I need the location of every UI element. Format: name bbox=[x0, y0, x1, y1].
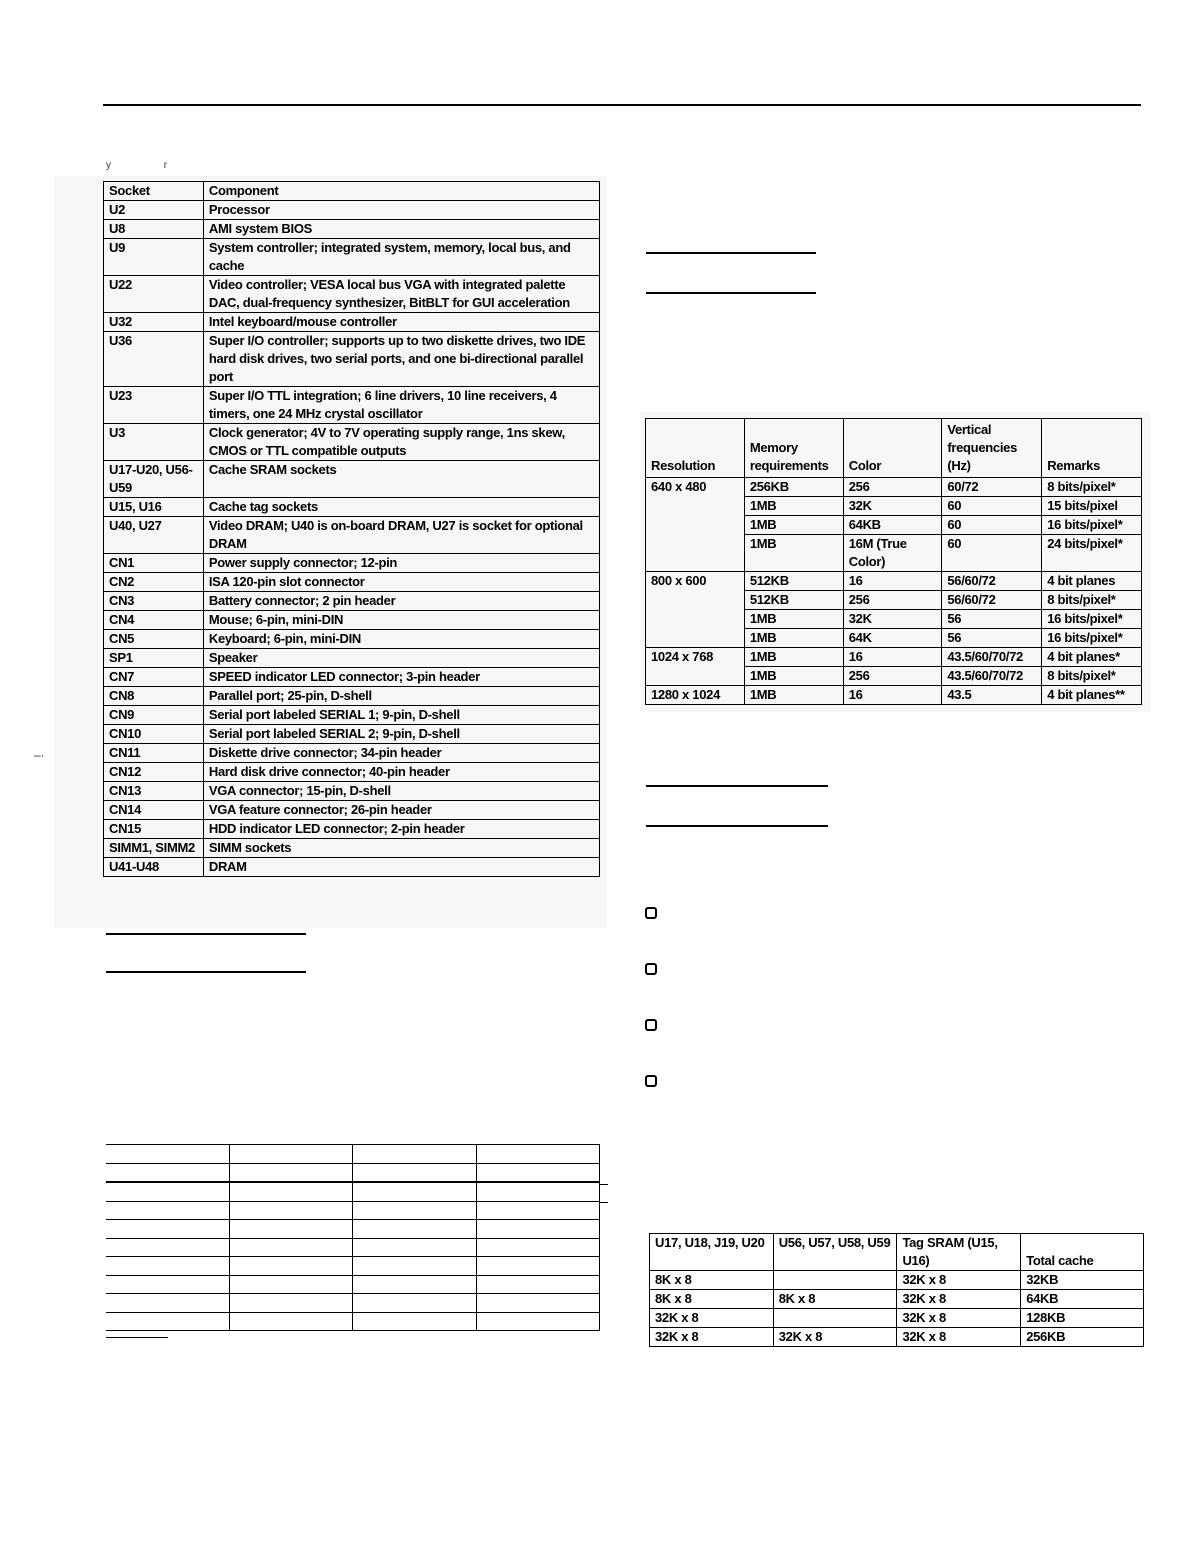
checkbox-bullet-icon bbox=[645, 1019, 657, 1031]
color-cell: 32K bbox=[843, 610, 942, 629]
blank-table-tick-2 bbox=[600, 1202, 608, 1203]
frequency-cell: 60 bbox=[942, 516, 1042, 535]
table-row bbox=[104, 276, 600, 313]
table-row bbox=[650, 1309, 1144, 1328]
table-row bbox=[646, 478, 1142, 497]
socket-cell: U40, U27 bbox=[104, 517, 204, 554]
blank-cell bbox=[476, 1294, 600, 1313]
remarks-cell: 4 bit planes* bbox=[1042, 648, 1142, 667]
table-row bbox=[104, 687, 600, 706]
table-row bbox=[104, 332, 600, 387]
memory-cell: 1MB bbox=[744, 497, 843, 516]
memory-cell: 1MB bbox=[744, 610, 843, 629]
resolution-cell: 1280 x 1024 bbox=[646, 686, 745, 705]
checkbox-bullet-icon bbox=[645, 963, 657, 975]
component-cell: Serial port labeled SERIAL 2; 9-pin, D-shell bbox=[203, 725, 599, 744]
table-row bbox=[106, 1220, 600, 1239]
color-cell: 256 bbox=[843, 591, 942, 610]
frequency-cell: 60 bbox=[942, 497, 1042, 516]
table-header-row bbox=[104, 182, 600, 201]
memory-cell: 1MB bbox=[744, 686, 843, 705]
table-row bbox=[104, 839, 600, 858]
table-row bbox=[104, 782, 600, 801]
blank-table-tick-1 bbox=[600, 1184, 608, 1185]
memory-cell: 256KB bbox=[744, 478, 843, 497]
column-header-memory: Memory requirements bbox=[744, 419, 843, 478]
table-row bbox=[104, 820, 600, 839]
table-row bbox=[104, 725, 600, 744]
table-header-row bbox=[646, 419, 1142, 478]
remarks-cell: 8 bits/pixel* bbox=[1042, 591, 1142, 610]
memory-cell: 512KB bbox=[744, 591, 843, 610]
blank-cell bbox=[106, 1294, 229, 1313]
blank-cell bbox=[229, 1201, 353, 1220]
table-row bbox=[104, 517, 600, 554]
component-cell: Video DRAM; U40 is on-board DRAM, U27 is socket for optional DRAM bbox=[203, 517, 599, 554]
right-rule-4 bbox=[646, 825, 828, 827]
column-header-socket: Socket bbox=[104, 182, 204, 201]
table-row bbox=[106, 1294, 600, 1313]
component-cell: VGA feature connector; 26-pin header bbox=[203, 801, 599, 820]
table-row bbox=[650, 1290, 1144, 1309]
remarks-cell: 15 bits/pixel bbox=[1042, 497, 1142, 516]
column-header-color: Color bbox=[843, 419, 942, 478]
table-row bbox=[104, 630, 600, 649]
frequency-cell: 56 bbox=[942, 610, 1042, 629]
blank-cell bbox=[476, 1201, 600, 1220]
table-row bbox=[106, 1163, 600, 1182]
component-cell: Processor bbox=[203, 201, 599, 220]
socket-cell: U8 bbox=[104, 220, 204, 239]
memory-cell: 1MB bbox=[744, 535, 843, 572]
blank-cell bbox=[476, 1182, 600, 1201]
socket-cell: U17-U20, U56-U59 bbox=[104, 461, 204, 498]
column-header-total-cache: Total cache bbox=[1021, 1234, 1144, 1271]
table-row bbox=[104, 858, 600, 877]
socket-cell: CN11 bbox=[104, 744, 204, 763]
color-cell: 256 bbox=[843, 478, 942, 497]
frequency-cell: 56/60/72 bbox=[942, 591, 1042, 610]
color-cell: 32K bbox=[843, 497, 942, 516]
blank-cell bbox=[476, 1257, 600, 1276]
socket-cell: CN2 bbox=[104, 573, 204, 592]
socket-cell: U23 bbox=[104, 387, 204, 424]
component-cell: ISA 120-pin slot connector bbox=[203, 573, 599, 592]
frequency-cell: 60 bbox=[942, 535, 1042, 572]
blank-table-tail-rule bbox=[106, 1337, 168, 1338]
table-row bbox=[104, 611, 600, 630]
blank-cell bbox=[229, 1220, 353, 1239]
component-cell: AMI system BIOS bbox=[203, 220, 599, 239]
color-cell: 256 bbox=[843, 667, 942, 686]
blank-cell bbox=[229, 1275, 353, 1294]
blank-cell bbox=[476, 1145, 600, 1164]
table-row bbox=[650, 1271, 1144, 1290]
remarks-cell: 4 bit planes** bbox=[1042, 686, 1142, 705]
u56-u59-cell bbox=[773, 1271, 897, 1290]
total-cache-cell: 256KB bbox=[1021, 1328, 1144, 1347]
socket-cell: CN10 bbox=[104, 725, 204, 744]
table-row bbox=[106, 1145, 600, 1164]
table-row bbox=[106, 1238, 600, 1257]
remarks-cell: 8 bits/pixel* bbox=[1042, 478, 1142, 497]
table-row bbox=[104, 498, 600, 517]
blank-cell bbox=[106, 1201, 229, 1220]
column-header-resolution: Resolution bbox=[646, 419, 745, 478]
checkbox-bullet-icon bbox=[645, 1075, 657, 1087]
u56-u59-cell bbox=[773, 1309, 897, 1328]
component-cell: Keyboard; 6-pin, mini-DIN bbox=[203, 630, 599, 649]
component-cell: Mouse; 6-pin, mini-DIN bbox=[203, 611, 599, 630]
column-header-u17-u20: U17, U18, J19, U20 bbox=[650, 1234, 774, 1271]
blank-cell bbox=[106, 1275, 229, 1294]
video-modes-table bbox=[645, 418, 1142, 705]
blank-cell bbox=[353, 1182, 477, 1201]
socket-cell: CN15 bbox=[104, 820, 204, 839]
blank-table bbox=[106, 1144, 600, 1331]
component-cell: Cache SRAM sockets bbox=[203, 461, 599, 498]
table-row bbox=[106, 1257, 600, 1276]
blank-cell bbox=[229, 1163, 353, 1182]
table-row bbox=[104, 220, 600, 239]
component-cell: Clock generator; 4V to 7V operating supply range, 1ns skew, CMOS or TTL compatible outputs bbox=[203, 424, 599, 461]
blank-cell bbox=[353, 1312, 477, 1331]
memory-cell: 1MB bbox=[744, 648, 843, 667]
component-cell: Super I/O TTL integration; 6 line drivers, 10 line receivers, 4 timers, one 24 MHz crystal oscillator bbox=[203, 387, 599, 424]
total-cache-cell: 32KB bbox=[1021, 1271, 1144, 1290]
frequency-cell: 43.5/60/70/72 bbox=[942, 667, 1042, 686]
tag-sram-cell: 32K x 8 bbox=[897, 1290, 1021, 1309]
table-row bbox=[104, 706, 600, 725]
column-header-remarks: Remarks bbox=[1042, 419, 1142, 478]
remarks-cell: 16 bits/pixel* bbox=[1042, 610, 1142, 629]
blank-cell bbox=[476, 1312, 600, 1331]
memory-cell: 1MB bbox=[744, 629, 843, 648]
blank-cell bbox=[353, 1145, 477, 1164]
table-row bbox=[646, 648, 1142, 667]
resolution-cell: 800 x 600 bbox=[646, 572, 745, 648]
table-row bbox=[104, 592, 600, 611]
component-cell: HDD indicator LED connector; 2-pin header bbox=[203, 820, 599, 839]
table-row bbox=[106, 1201, 600, 1220]
socket-cell: U36 bbox=[104, 332, 204, 387]
blank-cell bbox=[476, 1275, 600, 1294]
blank-cell bbox=[106, 1163, 229, 1182]
table-row bbox=[104, 744, 600, 763]
blank-cell bbox=[476, 1220, 600, 1239]
socket-cell: U41-U48 bbox=[104, 858, 204, 877]
table-row bbox=[650, 1328, 1144, 1347]
table-row bbox=[104, 387, 600, 424]
blank-cell bbox=[353, 1238, 477, 1257]
blank-cell bbox=[106, 1182, 229, 1201]
blank-cell bbox=[476, 1163, 600, 1182]
component-cell: Video controller; VESA local bus VGA with integrated palette DAC, dual-frequency synthesizer, BitBLT for GUI acceleration bbox=[203, 276, 599, 313]
resolution-cell: 640 x 480 bbox=[646, 478, 745, 572]
cache-configuration-table bbox=[649, 1233, 1144, 1347]
tag-sram-cell: 32K x 8 bbox=[897, 1309, 1021, 1328]
memory-cell: 1MB bbox=[744, 667, 843, 686]
u17-u20-cell: 32K x 8 bbox=[650, 1328, 774, 1347]
table-row bbox=[104, 239, 600, 276]
blank-cell bbox=[353, 1220, 477, 1239]
total-cache-cell: 128KB bbox=[1021, 1309, 1144, 1328]
socket-cell: U2 bbox=[104, 201, 204, 220]
blank-cell bbox=[106, 1257, 229, 1276]
column-header-frequencies: Vertical frequencies (Hz) bbox=[942, 419, 1042, 478]
blank-cell bbox=[353, 1294, 477, 1313]
tag-sram-cell: 32K x 8 bbox=[897, 1271, 1021, 1290]
socket-cell: CN14 bbox=[104, 801, 204, 820]
table-row bbox=[104, 424, 600, 461]
color-cell: 16 bbox=[843, 572, 942, 591]
column-header-tag-sram: Tag SRAM (U15, U16) bbox=[897, 1234, 1021, 1271]
socket-cell: CN12 bbox=[104, 763, 204, 782]
blank-cell bbox=[353, 1201, 477, 1220]
margin-mark: –· bbox=[34, 748, 45, 762]
blank-cell bbox=[229, 1238, 353, 1257]
table-row bbox=[104, 461, 600, 498]
component-cell: Battery connector; 2 pin header bbox=[203, 592, 599, 611]
table-header-row bbox=[650, 1234, 1144, 1271]
column-header-u56-u59: U56, U57, U58, U59 bbox=[773, 1234, 897, 1271]
remarks-cell: 4 bit planes bbox=[1042, 572, 1142, 591]
frequency-cell: 56/60/72 bbox=[942, 572, 1042, 591]
u17-u20-cell: 8K x 8 bbox=[650, 1271, 774, 1290]
remarks-cell: 16 bits/pixel* bbox=[1042, 516, 1142, 535]
component-cell: Power supply connector; 12-pin bbox=[203, 554, 599, 573]
left-rule-2 bbox=[106, 971, 306, 973]
right-rule-1 bbox=[646, 252, 816, 254]
table-row bbox=[106, 1182, 600, 1201]
socket-cell: SP1 bbox=[104, 649, 204, 668]
total-cache-cell: 64KB bbox=[1021, 1290, 1144, 1309]
socket-cell: CN5 bbox=[104, 630, 204, 649]
color-cell: 16M (True Color) bbox=[843, 535, 942, 572]
socket-cell: CN7 bbox=[104, 668, 204, 687]
right-rule-2 bbox=[646, 292, 816, 294]
blank-cell bbox=[106, 1312, 229, 1331]
table-row bbox=[104, 573, 600, 592]
component-cell: SPEED indicator LED connector; 3-pin header bbox=[203, 668, 599, 687]
table-row bbox=[104, 763, 600, 782]
frequency-cell: 43.5 bbox=[942, 686, 1042, 705]
socket-cell: U22 bbox=[104, 276, 204, 313]
blank-cell bbox=[476, 1238, 600, 1257]
remarks-cell: 8 bits/pixel* bbox=[1042, 667, 1142, 686]
table-row bbox=[104, 801, 600, 820]
table-row bbox=[104, 668, 600, 687]
socket-cell: SIMM1, SIMM2 bbox=[104, 839, 204, 858]
blank-cell bbox=[353, 1257, 477, 1276]
table-row bbox=[106, 1275, 600, 1294]
component-cell: Intel keyboard/mouse controller bbox=[203, 313, 599, 332]
blank-cell bbox=[353, 1275, 477, 1294]
page-top-rule bbox=[103, 104, 1141, 106]
socket-cell: CN3 bbox=[104, 592, 204, 611]
component-cell: VGA connector; 15-pin, D-shell bbox=[203, 782, 599, 801]
blank-cell bbox=[353, 1163, 477, 1182]
table-row bbox=[646, 572, 1142, 591]
table-row bbox=[646, 686, 1142, 705]
color-cell: 64K bbox=[843, 629, 942, 648]
blank-cell bbox=[229, 1312, 353, 1331]
component-cell: Serial port labeled SERIAL 1; 9-pin, D-shell bbox=[203, 706, 599, 725]
resolution-cell: 1024 x 768 bbox=[646, 648, 745, 686]
memory-cell: 1MB bbox=[744, 516, 843, 535]
color-cell: 16 bbox=[843, 648, 942, 667]
socket-cell: CN9 bbox=[104, 706, 204, 725]
left-rule-1 bbox=[106, 933, 306, 935]
blank-cell bbox=[229, 1182, 353, 1201]
socket-cell: CN4 bbox=[104, 611, 204, 630]
blank-cell bbox=[229, 1294, 353, 1313]
heading-fragment: y r bbox=[106, 160, 168, 171]
component-table bbox=[103, 181, 600, 877]
component-cell: Diskette drive connector; 34-pin header bbox=[203, 744, 599, 763]
column-header-component: Component bbox=[203, 182, 599, 201]
remarks-cell: 24 bits/pixel* bbox=[1042, 535, 1142, 572]
color-cell: 64KB bbox=[843, 516, 942, 535]
table-row bbox=[104, 201, 600, 220]
u17-u20-cell: 8K x 8 bbox=[650, 1290, 774, 1309]
color-cell: 16 bbox=[843, 686, 942, 705]
component-cell: DRAM bbox=[203, 858, 599, 877]
tag-sram-cell: 32K x 8 bbox=[897, 1328, 1021, 1347]
blank-cell bbox=[229, 1145, 353, 1164]
table-row bbox=[104, 313, 600, 332]
u56-u59-cell: 32K x 8 bbox=[773, 1328, 897, 1347]
frequency-cell: 56 bbox=[942, 629, 1042, 648]
table-row bbox=[106, 1312, 600, 1331]
component-cell: Super I/O controller; supports up to two diskette drives, two IDE hard disk drives, two serial ports, and one bi-directional parallel port bbox=[203, 332, 599, 387]
blank-cell bbox=[106, 1238, 229, 1257]
component-cell: Hard disk drive connector; 40-pin header bbox=[203, 763, 599, 782]
socket-cell: U32 bbox=[104, 313, 204, 332]
socket-cell: CN1 bbox=[104, 554, 204, 573]
component-cell: SIMM sockets bbox=[203, 839, 599, 858]
u17-u20-cell: 32K x 8 bbox=[650, 1309, 774, 1328]
blank-cell bbox=[106, 1145, 229, 1164]
socket-cell: U15, U16 bbox=[104, 498, 204, 517]
blank-cell bbox=[106, 1220, 229, 1239]
table-row bbox=[104, 649, 600, 668]
socket-cell: U3 bbox=[104, 424, 204, 461]
socket-cell: U9 bbox=[104, 239, 204, 276]
component-cell: Cache tag sockets bbox=[203, 498, 599, 517]
blank-cell bbox=[229, 1257, 353, 1276]
frequency-cell: 43.5/60/70/72 bbox=[942, 648, 1042, 667]
frequency-cell: 60/72 bbox=[942, 478, 1042, 497]
checkbox-bullet-icon bbox=[645, 907, 657, 919]
component-cell: System controller; integrated system, memory, local bus, and cache bbox=[203, 239, 599, 276]
remarks-cell: 16 bits/pixel* bbox=[1042, 629, 1142, 648]
component-cell: Speaker bbox=[203, 649, 599, 668]
socket-cell: CN13 bbox=[104, 782, 204, 801]
right-rule-3 bbox=[646, 785, 828, 787]
u56-u59-cell: 8K x 8 bbox=[773, 1290, 897, 1309]
memory-cell: 512KB bbox=[744, 572, 843, 591]
socket-cell: CN8 bbox=[104, 687, 204, 706]
component-cell: Parallel port; 25-pin, D-shell bbox=[203, 687, 599, 706]
table-row bbox=[104, 554, 600, 573]
